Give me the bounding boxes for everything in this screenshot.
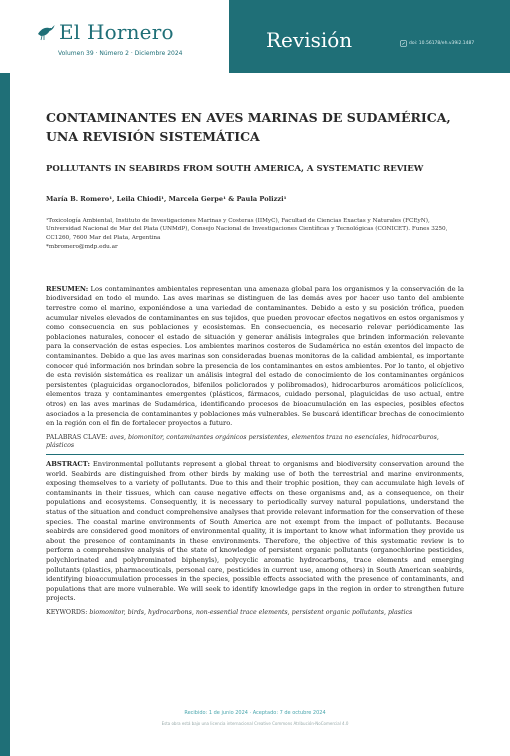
article-title-es: CONTAMINANTES EN AVES MARINAS DE SUDAMÉRICA, UNA REVISIÓN SISTEMÁTICA (46, 110, 451, 144)
journal-title: El Hornero (59, 20, 174, 44)
section-divider (46, 454, 464, 455)
resumen-label: RESUMEN: (46, 284, 89, 293)
journal-header (0, 0, 510, 73)
article-title-en: POLLUTANTS IN SEABIRDS FROM SOUTH AMERICA, A SYSTEMATIC REVIEW (46, 164, 424, 174)
received-accepted-dates: Recibido: 1 de junio 2024 · Aceptado: 7 de octubre 2024 (184, 710, 326, 716)
article-body (46, 98, 464, 617)
abstract (46, 460, 464, 604)
doi-link[interactable] (400, 40, 474, 47)
abstract-label: ABSTRACT: (46, 459, 90, 468)
bird-logo-icon (36, 22, 56, 42)
journal-issue-info: Volumen 39 · Número 2 · Diciembre 2024 (58, 50, 183, 57)
link-icon (400, 40, 407, 47)
corresponding-email[interactable]: *mbromero@mdp.edu.ar (46, 243, 118, 250)
palabras-clave-label: PALABRAS CLAVE: (46, 433, 108, 441)
section-label: Revisión (266, 28, 353, 52)
palabras-clave-text: aves, biomonitor, contaminantes orgánicos persistentes, elementos traza no esenciales, hidrocarburos, plásticos (46, 433, 439, 450)
abstract-text: Environmental pollutants represent a global threat to organisms and biodiversity conservation around the world. Seabirds are distinguished from other birds by making use of both the terrestrial and marine environments, exposing themselves to a variety of pollutants. Due to this and their trophic position, they can accumulate high levels of contaminants in their tissues, which can cause negative effects on these organisms and, as a consequence, on their populations and ecosystems. Consequently, it is necessary to periodically survey natural populations, understand the status of the situation and conduct comprehensive analyses that provide relevant information for the conservation of these species. The coastal marine environments of South America are not exempt from the impact of pollutants. Because seabirds are considered good monitors of environmental quality, it is important to know what information they provide us about the presence of contaminants in these environments. Therefore, the objective of this systematic review is to perform a comprehensive analysis of the state of knowledge of persistent organic pollutants (organochlorine pesticides, polychlorinated and polybrominated biphenyls), polycyclic aromatic hydrocarbons, trace elements and emerging pollutants (plastics, pharmaceuticals, personal care, pesticides in current use, among others) in South American seabirds, identifying bioaccumulation processes in the species, possible effects associated with the presence of contaminants, and populations that are more vulnerable. We will seek to identify knowledge gaps in the region in order to strengthen future projects. (46, 459, 464, 603)
journal-logo (36, 20, 174, 44)
section-banner (229, 0, 510, 73)
keywords-label: KEYWORDS: (46, 608, 88, 616)
keywords (46, 609, 464, 618)
affiliation: ¹Toxicología Ambiental, Instituto de Investigaciones Marinas y Costeras (IIMyC), Facultad de Ciencias Exactas y Naturales (FCEyN), Universidad Nacional de Mar del Plata (UNMdP), Consejo Nacional de Investigaciones Científicas y Tecnológicas (CONICET). Funes 3250, CC1260, 7600 Mar del Plata, Argentina (46, 218, 448, 241)
license-notice[interactable]: Esta obra está bajo una licencia internacional Creative Commons Atribución-NoComercial 4.0 (161, 721, 349, 726)
resumen-text: Los contaminantes ambientales representan una amenaza global para los organismos y la conservación de la biodiversidad en todo el mundo. Las aves marinas se distinguen de las demás aves por hacer uso tanto del ambiente terrestre como el marino, exponiéndose a una variedad de contaminantes. Debido a esto y su posición trófica, pueden acumular niveles elevados de contaminantes en sus tejidos, que pueden provocar efectos negativos en estos organismos y como consecuencia en sus poblaciones y ecosistemas. En consecuencia, es necesario relevar periódicamente las poblaciones naturales, conocer el estado de situación y generar análisis integrales que brinden información relevante para la conservación de estas especies. Los ambientes marinos costeros de Sudamérica no están exentos del impacto de contaminantes. Debido a que las aves marinas son consideradas buenas monitoras de la calidad ambiental, es importante conocer qué información nos brindan sobre la presencia de los contaminantes en estos ambientes. Por lo tanto, el objetivo de esta revisión sistemática es realizar un análisis integral del estado de conocimiento de los contaminantes orgánicos persistentes (plaguicidas organoclorados, bifenilos policlorados y polibromados), hidrocarburos aromáticos policíclicos, elementos traza y contaminantes emergentes (plásticos, fármacos, cuidado personal, plaguicidas de uso actual, entre otros) en las aves marinas de Sudamérica, identificando procesos de bioacumulación en las especies, posibles efectos asociados a la presencia de contaminantes y poblaciones más vulnerables. Se buscará identificar brechas de conocimiento en la región con el fin de fortalecer proyectos a futuro. (46, 284, 464, 428)
resumen (46, 285, 464, 429)
keywords-text: biomonitor, birds, hydrocarbons, non-essential trace elements, persistent organic pollutants, plastics (89, 608, 413, 616)
palabras-clave (46, 434, 464, 451)
page-footer (0, 710, 510, 726)
authors: María B. Romero¹, Leila Chiodi¹, Marcela Gerpe¹ & Paula Polizzi¹ (46, 195, 287, 203)
doi-text: doi: 10.56178/eh.v39i2.1487 (409, 41, 475, 46)
left-accent-bar (0, 73, 10, 756)
